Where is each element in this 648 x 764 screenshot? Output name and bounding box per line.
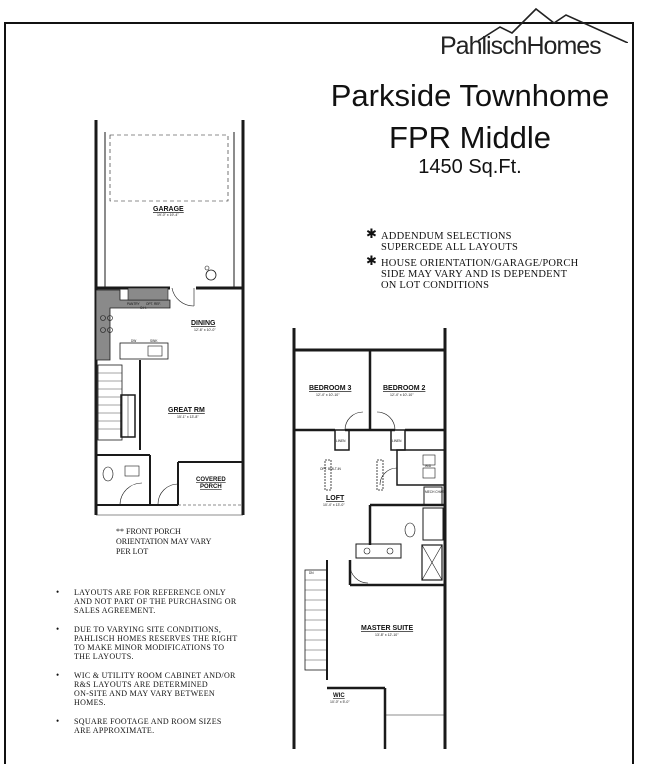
asterisk-icon: ✱ (366, 227, 378, 242)
note-line: ON LOT CONDITIONS (381, 280, 490, 291)
room-loft-dims: 10'-4" x 13'-0" (323, 503, 345, 507)
porch-note-line: ORIENTATION MAY VARY (116, 537, 212, 546)
room-porch-label2: PORCH (200, 484, 222, 490)
room-bedroom3-dims: 12'-4" x 10'-10" (316, 393, 340, 397)
disclaimer-line: ARE APPROXIMATE. (74, 726, 155, 735)
disclaimer-line: LAYOUTS ARE FOR REFERENCE ONLY (74, 588, 226, 597)
disclaimer-line: SALES AGREEMENT. (74, 606, 156, 615)
disclaimer-line: PAHLISCH HOMES RESERVES THE RIGHT (74, 634, 238, 643)
brand-logo: PahlischHomes (440, 32, 601, 60)
fixture-label: MECH CHASE (425, 490, 447, 494)
room-great-dims: 15'-1" x 13'-8" (177, 415, 199, 419)
disclaimer-line: R&S LAYOUTS ARE DETERMINED (74, 680, 208, 689)
room-garage-dims: 19'-0" x 19'-4" (157, 213, 179, 217)
disclaimer-line: SQUARE FOOTAGE AND ROOM SIZES (74, 717, 222, 726)
disclaimer-line: HOMES. (74, 698, 106, 707)
note-line: ADDENDUM SELECTIONS (381, 231, 512, 242)
room-dining-label: DINING (191, 320, 216, 327)
disclaimer-line: WIC & UTILITY ROOM CABINET AND/OR (74, 671, 236, 680)
note-line: SIDE MAY VARY AND IS DEPENDENT (381, 269, 568, 280)
disclaimer-line: DUE TO VARYING SITE CONDITIONS, (74, 625, 222, 634)
fixture-label: W/D (425, 464, 432, 468)
room-porch-label: COVERED (196, 477, 226, 483)
fixture-label: LINEN (392, 439, 402, 443)
square-footage: 1450 Sq.Ft. (418, 156, 522, 178)
room-bedroom2-dims: 12'-4" x 10'-10" (390, 393, 414, 397)
fixture-label: O.H. (140, 306, 147, 310)
plan-title: Parkside Townhome (330, 78, 610, 113)
disclaimer-line: THE LAYOUTS. (74, 652, 134, 661)
floor-1-plan (96, 120, 243, 515)
room-bedroom3-label: BEDROOM 3 (309, 385, 352, 392)
fixture-label: DW (131, 339, 137, 343)
floor-1-labels (127, 206, 226, 490)
room-master-dims: 13'-8" x 12'-10" (375, 633, 399, 637)
room-bedroom2-label: BEDROOM 2 (383, 385, 426, 392)
fixture-label: OPT. BUILT-IN (320, 467, 341, 471)
disclaimer-line: AND NOT PART OF THE PURCHASING OR (74, 597, 237, 606)
note-line: SUPERCEDE ALL LAYOUTS (381, 242, 519, 253)
fixture-label: PANTRY (127, 302, 140, 306)
fixture-label: DN (309, 571, 314, 575)
disclaimer-line: ON-SITE AND MAY VARY BETWEEN (74, 689, 215, 698)
room-garage-label: GARAGE (153, 206, 184, 213)
asterisk-icon: ✱ (366, 254, 378, 269)
fixture-label: LINEN (336, 439, 346, 443)
disclaimer-line: TO MAKE MINOR MODIFICATIONS TO (74, 643, 225, 652)
porch-note-line: PER LOT (116, 547, 149, 556)
room-great-label: GREAT RM (168, 407, 205, 414)
fixture-label: OPT. REF. (146, 302, 161, 306)
room-dining-dims: 12'-6" x 10'-0" (194, 328, 216, 332)
room-loft-label: LOFT (326, 495, 345, 502)
fixture-label: SINK (150, 339, 158, 343)
room-wic-dims: 10'-0" x 5'-0" (330, 700, 350, 704)
note-line: HOUSE ORIENTATION/GARAGE/PORCH (381, 258, 579, 269)
plan-subtitle: FPR Middle (389, 120, 551, 155)
room-wic-label: WIC (333, 693, 345, 699)
porch-note-line: ** FRONT PORCH (116, 527, 181, 536)
room-master-label: MASTER SUITE (361, 625, 414, 632)
